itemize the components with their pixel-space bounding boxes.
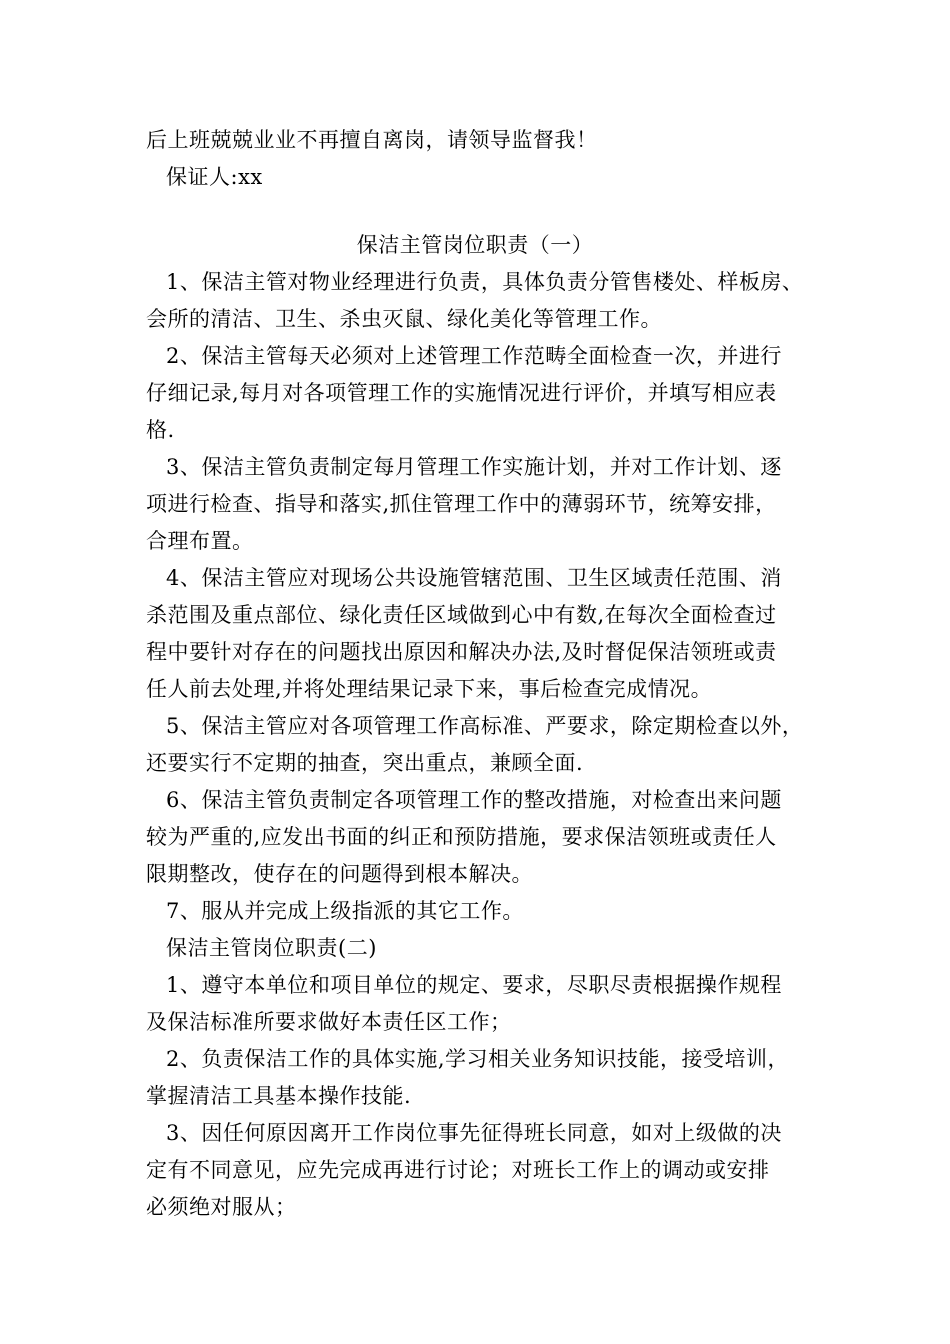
paragraph-line: 及保洁标准所要求做好本责任区工作； — [146, 1010, 512, 1034]
paragraph-line: 6、保洁主管负责制定各项管理工作的整改措施，对检查出来问题 — [166, 788, 782, 812]
paragraph-line: 4、保洁主管应对现场公共设施管辖范围、卫生区域责任范围、消 — [166, 566, 782, 590]
paragraph-line: 5、保洁主管应对各项管理工作高标准、严要求，除定期检查以外， — [166, 714, 804, 738]
paragraph-line: 定有不同意见，应先完成再进行讨论；对班长工作上的调动或安排 — [146, 1158, 770, 1182]
section-title-2: 保洁主管岗位职责(二) — [166, 936, 377, 960]
paragraph-line: 仔细记录,每月对各项管理工作的实施情况进行评价，并填写相应表 — [146, 381, 777, 405]
paragraph-line: 程中要针对存在的问题找出原因和解决办法,及时督促保洁领班或责 — [146, 640, 777, 664]
paragraph-line: 1、保洁主管对物业经理进行负责，具体负责分管售楼处、样板房、 — [166, 270, 804, 294]
paragraph-line: 必须绝对服从； — [146, 1195, 297, 1219]
paragraph-line: 合理布置。 — [146, 529, 254, 553]
paragraph-line: 杀范围及重点部位、绿化责任区域做到心中有数,在每次全面检查过 — [146, 603, 777, 627]
paragraph-line: 2、负责保洁工作的具体实施,学习相关业务知识技能，接受培训， — [166, 1047, 790, 1071]
paragraph-line: 限期整改，使存在的问题得到根本解决。 — [146, 862, 533, 886]
paragraph-line: 会所的清洁、卫生、杀虫灭鼠、绿化美化等管理工作。 — [146, 307, 662, 331]
paragraph-line: 项进行检查、指导和落实,抓住管理工作中的薄弱环节，统筹安排， — [146, 492, 777, 516]
paragraph-line: 还要实行不定期的抽查，突出重点，兼顾全面. — [146, 751, 584, 775]
paragraph-line: 格. — [146, 418, 175, 442]
signature-line: 保证人:xx — [166, 165, 263, 189]
paragraph-line: 1、遵守本单位和项目单位的规定、要求，尽职尽责根据操作规程 — [166, 973, 782, 997]
paragraph-line: 较为严重的,应发出书面的纠正和预防措施，要求保洁领班或责任人 — [146, 825, 777, 849]
paragraph-line: 7、服从并完成上级指派的其它工作。 — [166, 899, 524, 923]
paragraph-line: 掌握清洁工具基本操作技能. — [146, 1084, 412, 1108]
section-title-1: 保洁主管岗位职责（一） — [356, 233, 594, 257]
intro-line: 后上班兢兢业业不再擅自离岗，请领导监督我！ — [146, 128, 598, 152]
paragraph-line: 任人前去处理,并将处理结果记录下来，事后检查完成情况。 — [146, 677, 713, 701]
paragraph-line: 2、保洁主管每天必须对上述管理工作范畴全面检查一次，并进行 — [166, 344, 782, 368]
paragraph-line: 3、因任何原因离开工作岗位事先征得班长同意，如对上级做的决 — [166, 1121, 782, 1145]
paragraph-line: 3、保洁主管负责制定每月管理工作实施计划，并对工作计划、逐 — [166, 455, 782, 479]
